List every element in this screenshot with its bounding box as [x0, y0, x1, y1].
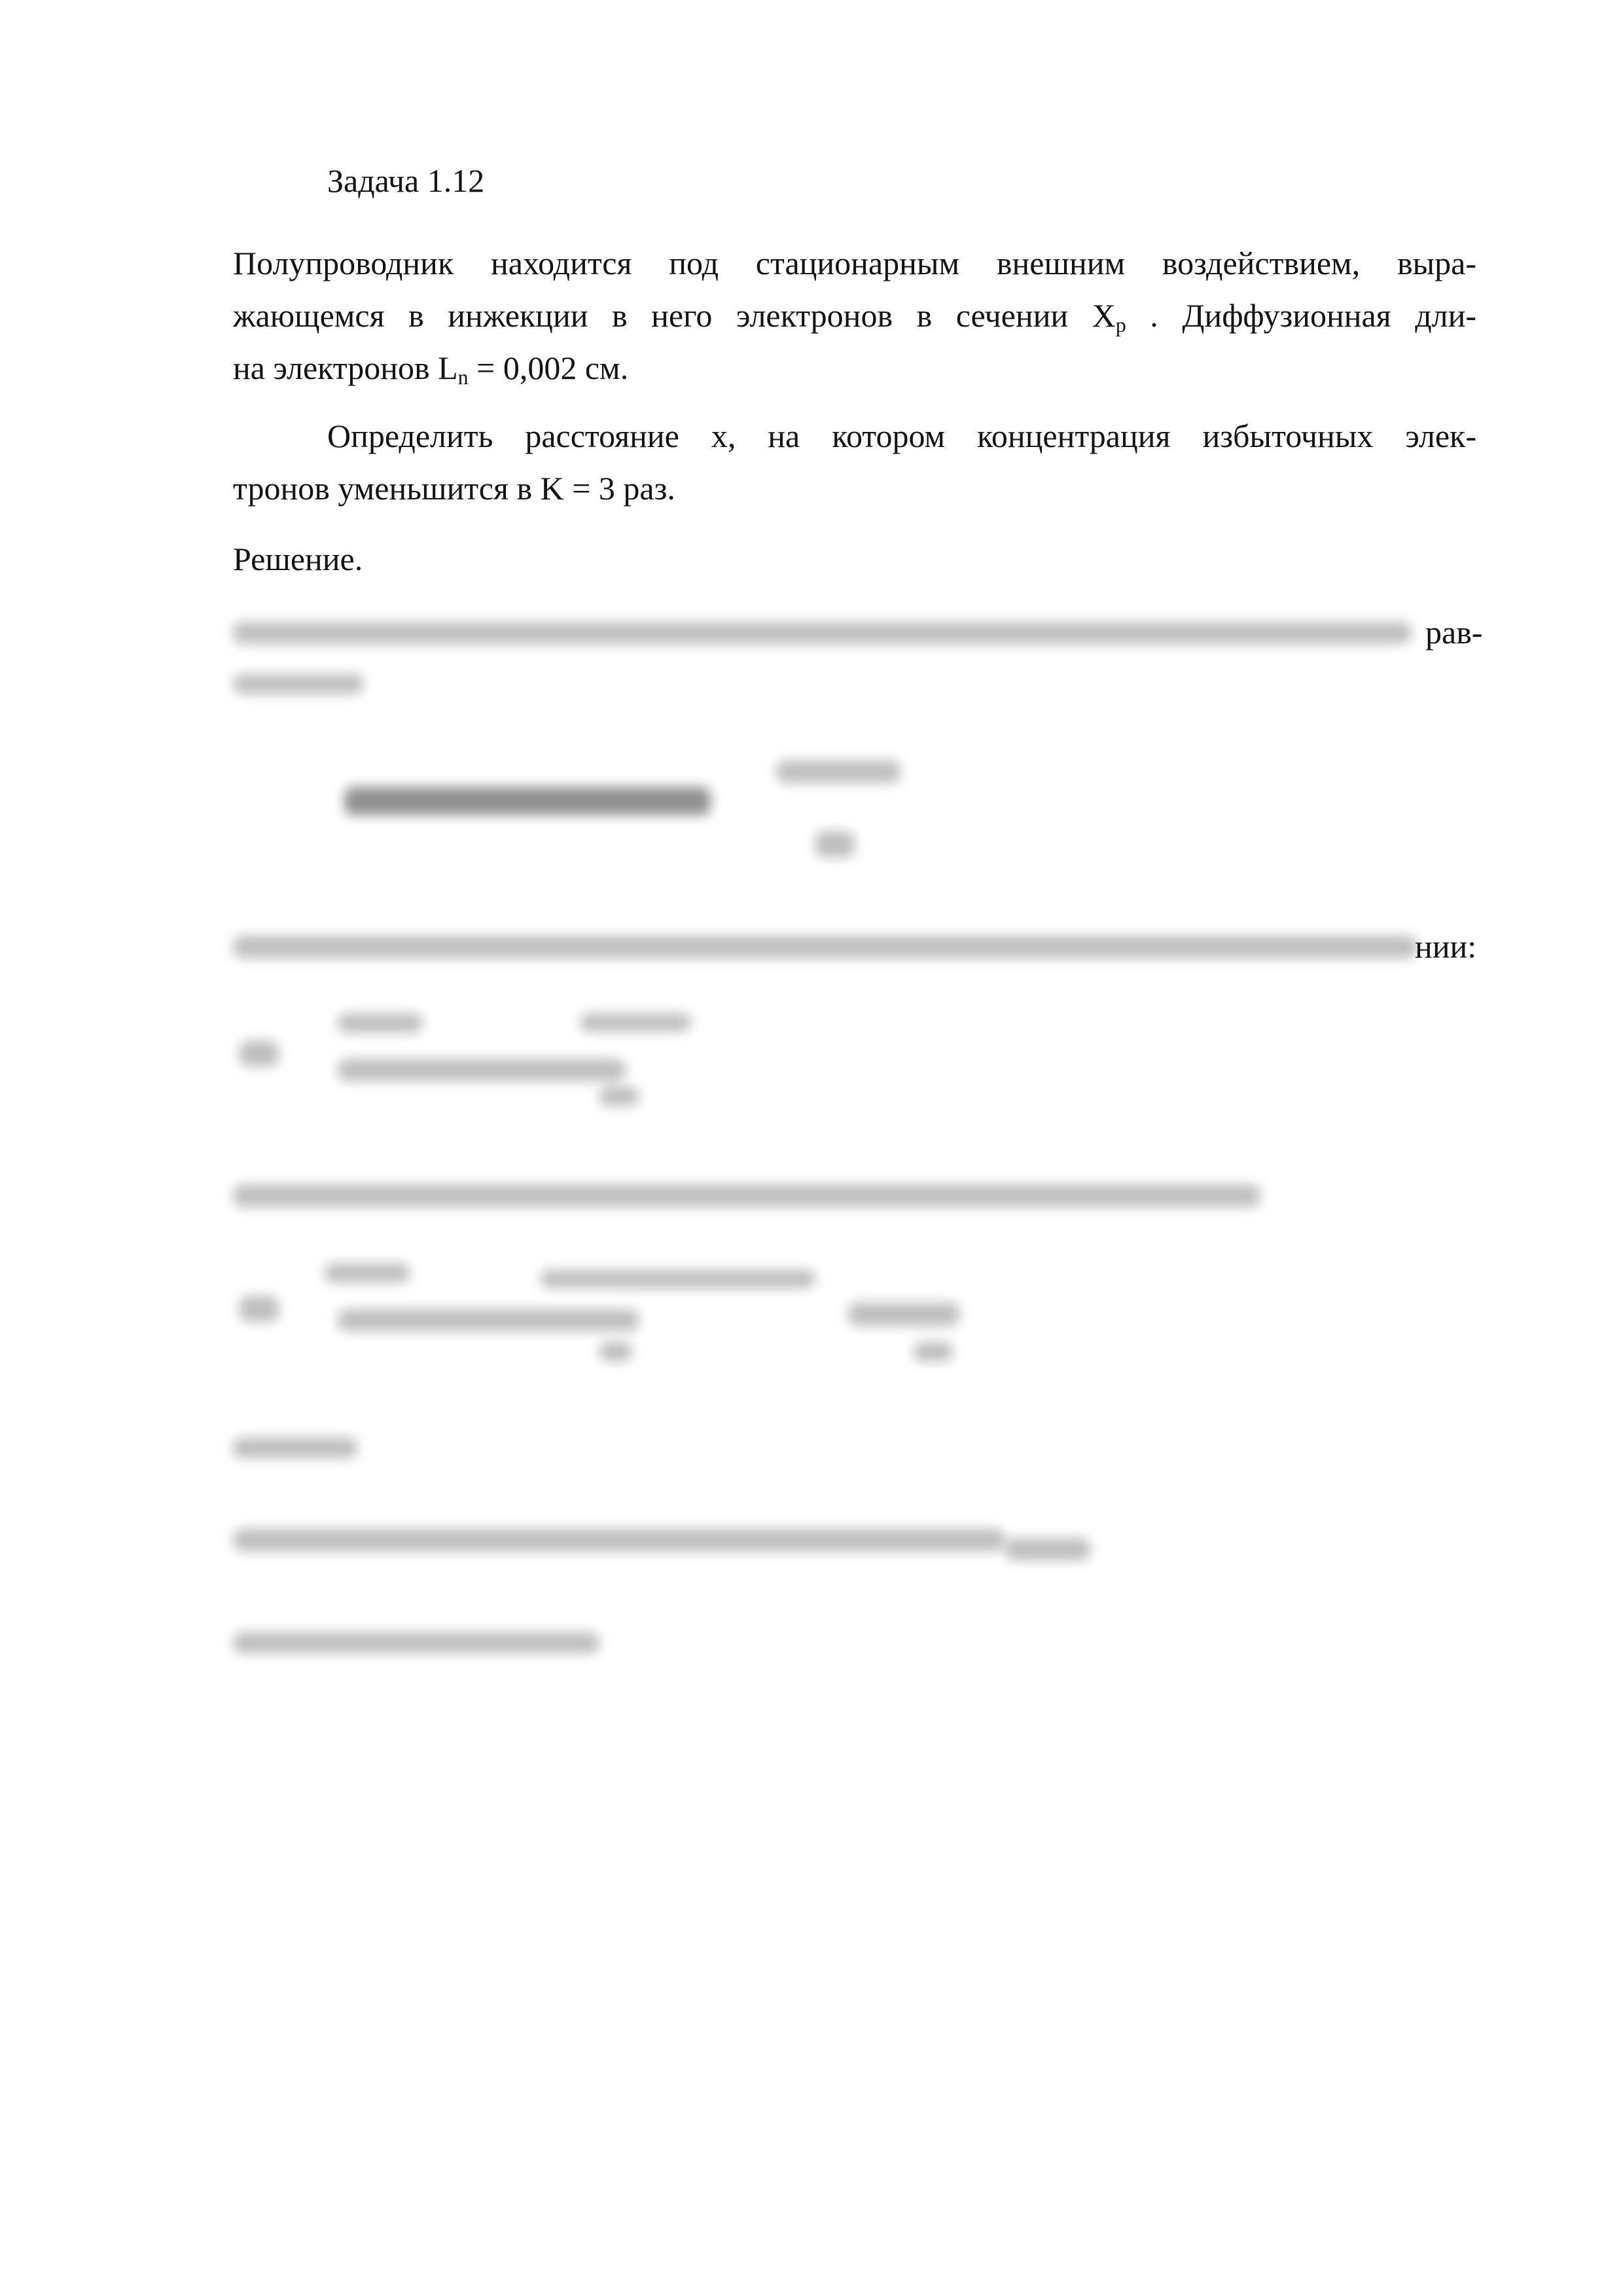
blurred-formula	[815, 831, 855, 857]
blurred-text-line	[233, 1437, 357, 1458]
blurred-formula	[848, 1302, 959, 1326]
condition-line-3: на электронов $L_n = 0,002$ см.	[233, 350, 629, 389]
visible-line-end: нии:	[1415, 928, 1477, 965]
blurred-text-line	[233, 1185, 1260, 1207]
blurred-formula	[580, 1013, 691, 1031]
blurred-solution	[233, 589, 1509, 1702]
blurred-text-line	[233, 674, 364, 694]
blurred-formula	[541, 1270, 815, 1288]
condition-line-1: Полупроводник находится под стационарным внешним воздействием, выра-	[233, 245, 1476, 281]
problem-question	[233, 410, 1476, 514]
blurred-formula	[914, 1342, 953, 1361]
problem-condition	[233, 237, 1476, 394]
visible-line-end: рав-	[1425, 614, 1483, 651]
blurred-formula	[325, 1263, 410, 1283]
blurred-text-line	[233, 622, 1411, 644]
blurred-formula	[599, 1086, 639, 1106]
blurred-formula	[338, 1309, 639, 1331]
blurred-formula	[240, 1296, 279, 1322]
blurred-formula	[599, 1342, 632, 1361]
blurred-text-line	[233, 1632, 599, 1653]
solution-heading: Решение.	[233, 541, 363, 577]
blurred-formula	[344, 787, 711, 816]
blurred-formula	[233, 1529, 1005, 1551]
subscript-p: p	[1115, 313, 1126, 336]
problem-title: Задача 1.12	[327, 162, 485, 199]
blurred-formula	[1005, 1538, 1090, 1560]
subscript-n: n	[457, 365, 469, 389]
blurred-formula	[240, 1041, 279, 1067]
blurred-formula	[338, 1059, 626, 1081]
blurred-formula	[776, 761, 901, 783]
blurred-text-line	[233, 936, 1418, 958]
question-line-2: тронов уменьшится в K = 3 раз.	[233, 470, 675, 507]
blurred-formula	[338, 1013, 423, 1033]
question-line-1: Определить расстояние x, на котором концентрация избыточных элек-	[327, 418, 1476, 454]
condition-line-2: жающемся в инжекции в него электронов в сечении $X_p$ . Диффузионная дли-	[233, 297, 1476, 336]
